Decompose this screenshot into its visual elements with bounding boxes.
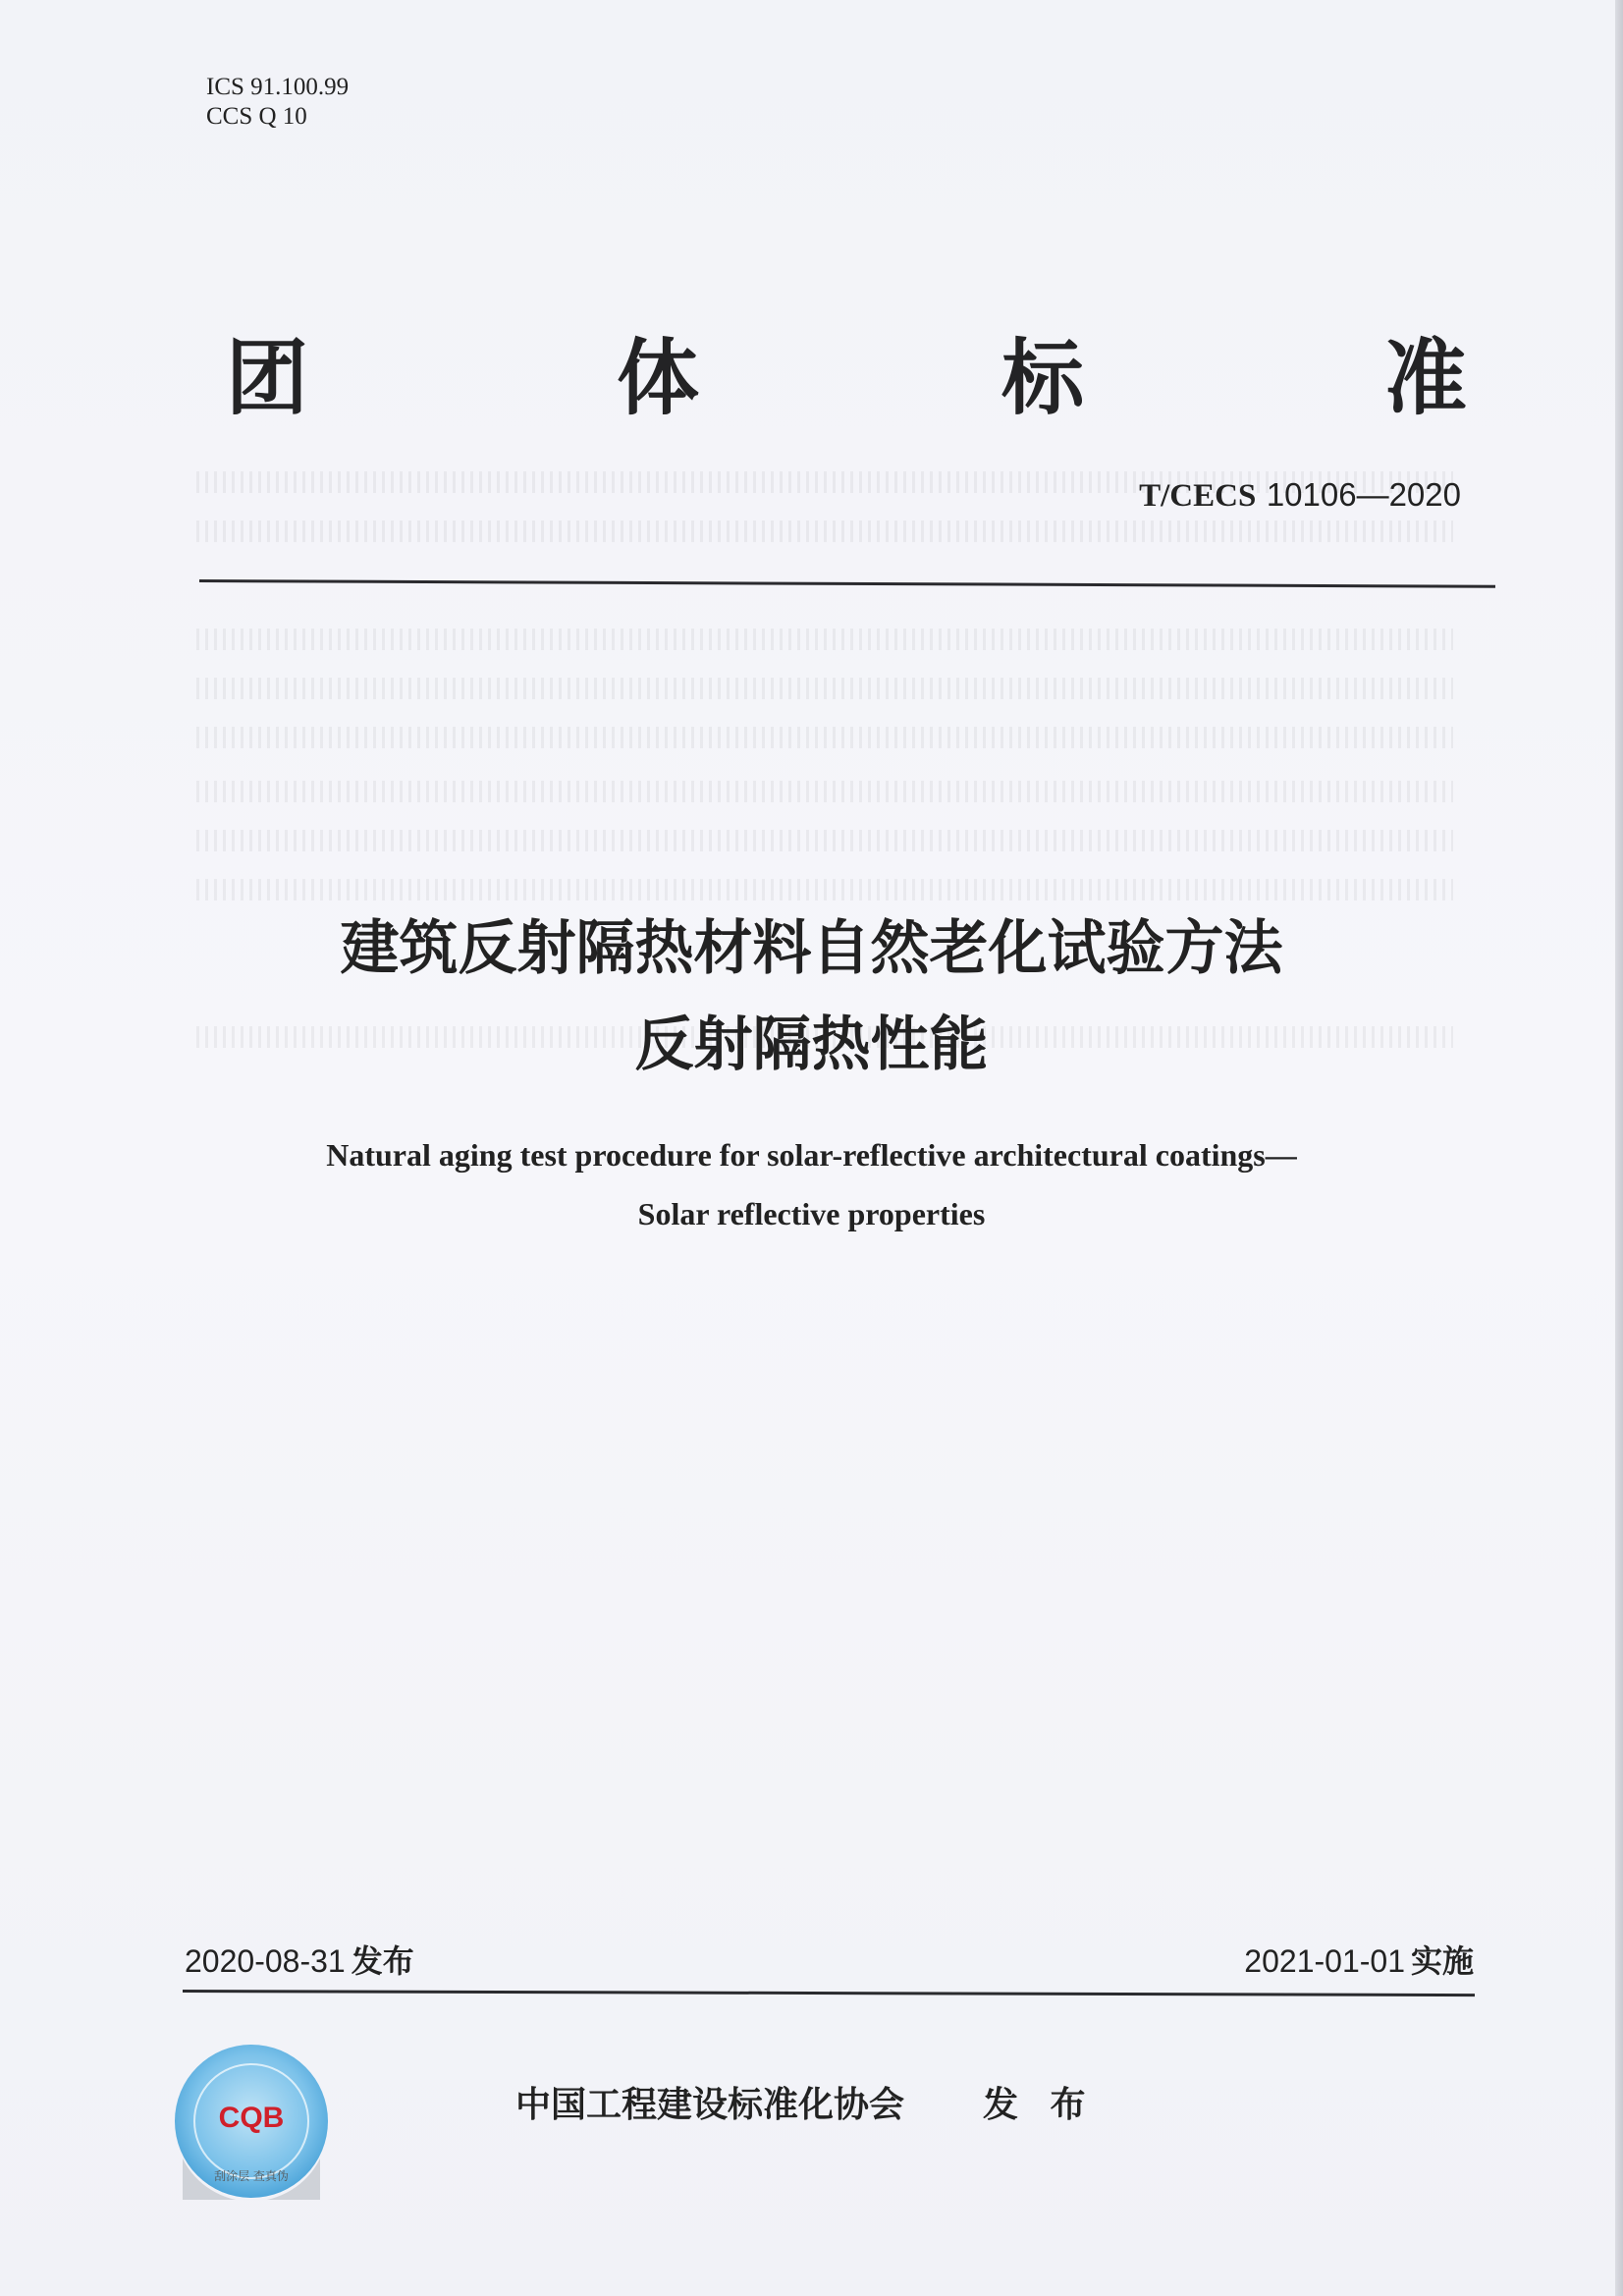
title-en-line2: Solar reflective properties — [637, 1196, 986, 1231]
publisher-action: 发 布 — [983, 2085, 1096, 2125]
seal-caption: 刮涂层 查真伪 — [214, 2169, 289, 2183]
issue-date — [185, 1937, 414, 1982]
bleed-through — [196, 781, 1453, 802]
bleed-through — [196, 727, 1453, 748]
bleed-through — [196, 520, 1453, 542]
bleed-through — [196, 879, 1453, 901]
classification-codes — [206, 73, 349, 132]
standard-number — [1139, 475, 1461, 515]
heading-char: 团 — [226, 330, 309, 426]
bleed-through — [196, 678, 1453, 699]
implement-date-value: 2021-01-01 — [1244, 1943, 1405, 1979]
standard-number-value: 10106—2020 — [1266, 476, 1461, 513]
heading-char: 准 — [1384, 330, 1468, 426]
issue-date-value: 2020-08-31 — [185, 1943, 346, 1979]
standard-number-prefix: T/CECS — [1139, 478, 1257, 514]
bleed-through — [196, 830, 1453, 851]
footer-divider — [183, 1990, 1475, 1996]
header-divider — [199, 579, 1495, 588]
implement-date — [1244, 1937, 1474, 1982]
title-cn-line1: 建筑反射隔热材料自然老化试验方法 — [340, 914, 1283, 983]
standard-type-heading — [226, 312, 1483, 426]
title-en-line1: Natural aging test procedure for solar-reflective architectural coatings— — [326, 1137, 1297, 1173]
ccs-code: CCS Q 10 — [206, 103, 307, 130]
implement-date-label: 实施 — [1410, 1942, 1474, 1980]
issue-date-label: 发布 — [351, 1942, 414, 1980]
ics-code: ICS 91.100.99 — [206, 74, 350, 100]
heading-char: 体 — [617, 330, 700, 426]
heading-char: 标 — [1001, 330, 1085, 426]
seal-logo: CQB — [218, 2102, 285, 2134]
title-cn-line2: 反射隔热性能 — [634, 1011, 989, 1079]
anti-counterfeit-seal — [173, 2043, 330, 2200]
publisher-name: 中国工程建设标准化协会 — [515, 2085, 905, 2125]
publisher-line — [515, 2077, 1096, 2127]
bleed-through — [196, 629, 1453, 650]
